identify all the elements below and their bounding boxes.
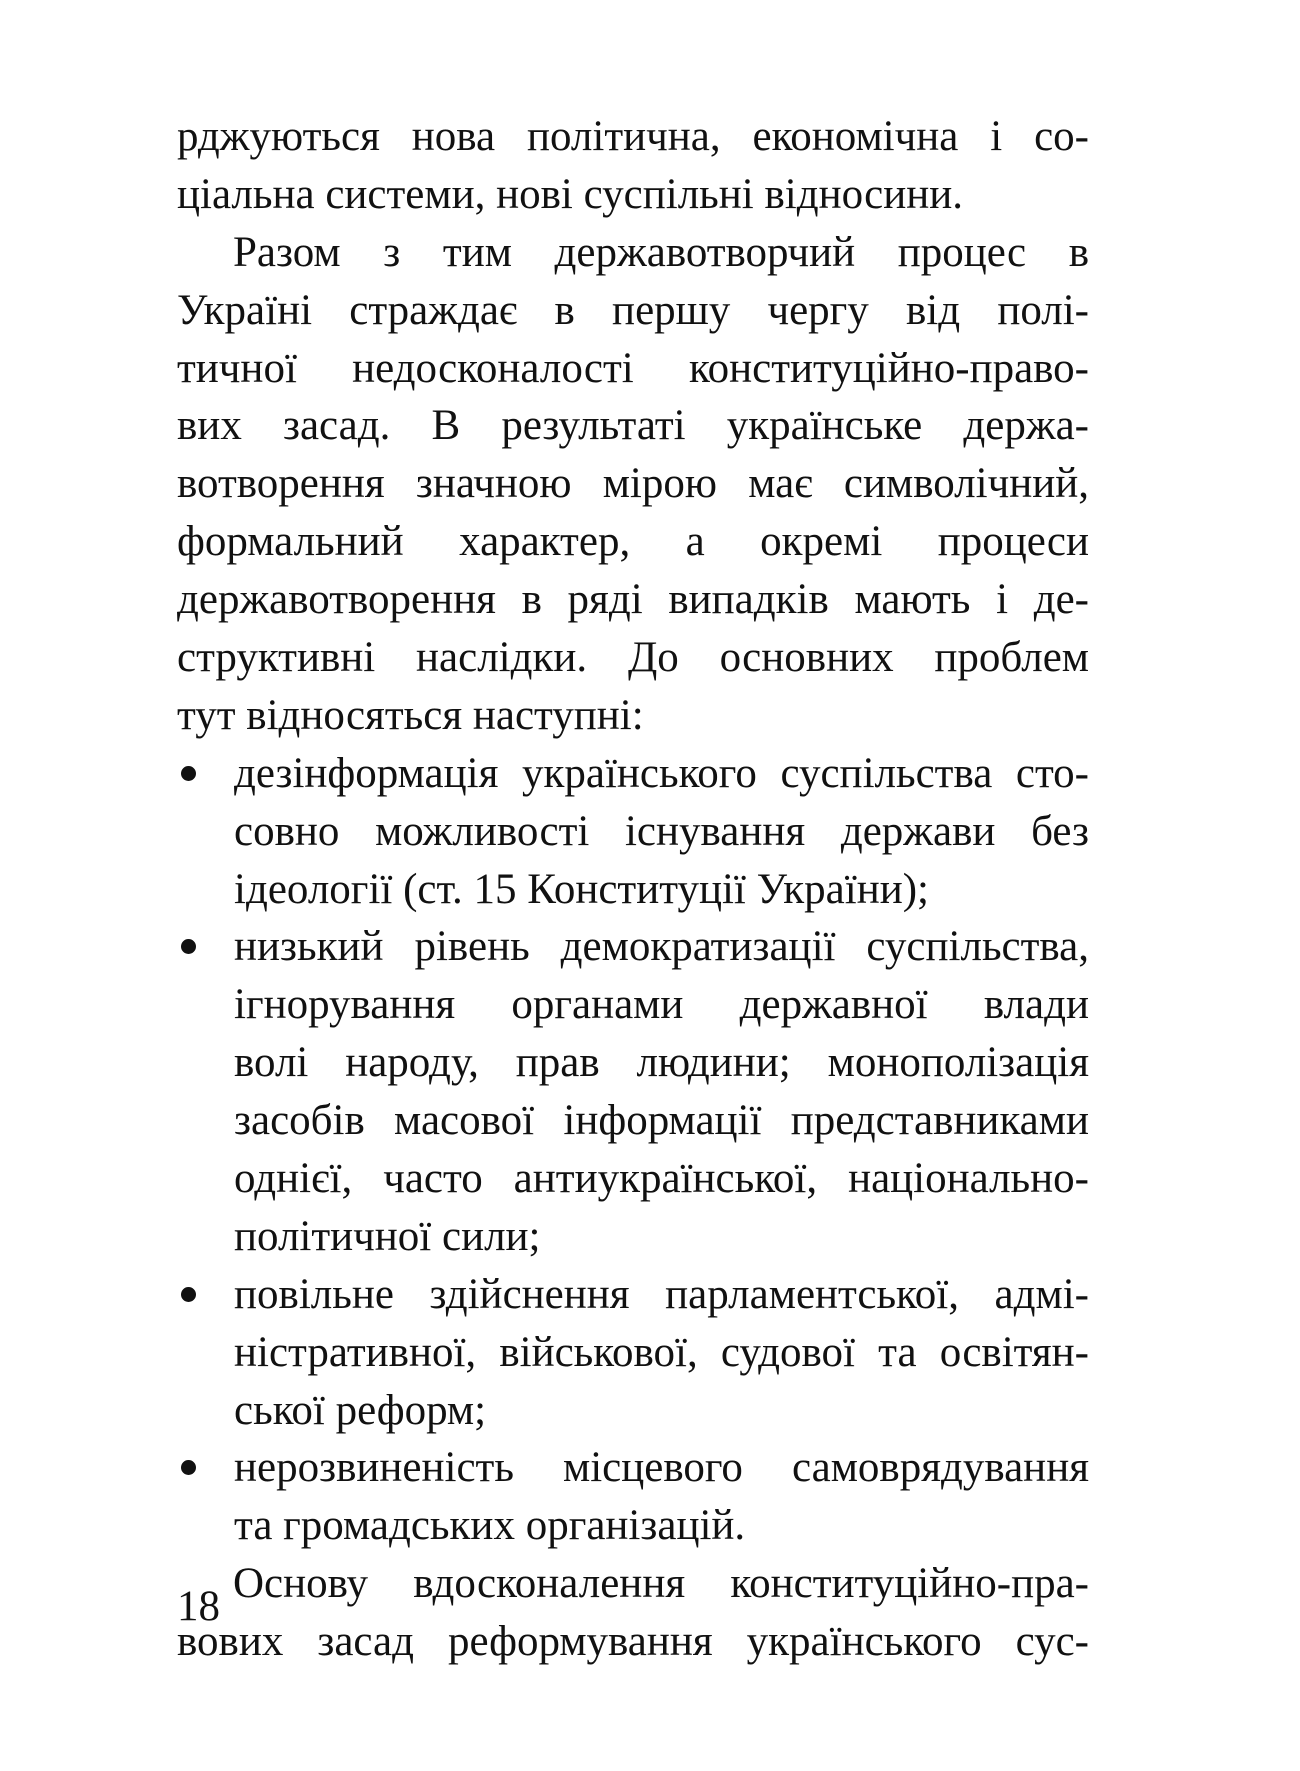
bullet-text: однієї, часто антиукраїнської, національно- <box>234 1155 1089 1203</box>
bullet-icon <box>181 939 196 954</box>
text-line: тичної недосконалості конституційно-право- <box>177 344 1089 392</box>
bullet-text: ської реформ; <box>234 1386 487 1434</box>
bullet-text: дезінформація українського суспільства сто- <box>234 749 1089 797</box>
page-number: 18 <box>177 1583 220 1630</box>
bullet-item-line <box>177 745 1089 803</box>
text-line: вових засад реформування українського сус- <box>177 1618 1089 1666</box>
bullet-continuation-line <box>177 1382 1089 1440</box>
bullet-text: повільне здійснення парламентської, адмі- <box>234 1270 1089 1318</box>
text-line: Україні страждає в першу чергу від полі- <box>177 286 1089 334</box>
text-line: вотворення значною мірою має символічний, <box>177 460 1089 508</box>
body-text <box>177 108 1089 1671</box>
bullet-text: ідеології (ст. 15 Конституції України); <box>234 865 929 913</box>
text-line: тут відносяться наступні: <box>177 691 644 739</box>
bullet-icon <box>181 766 196 781</box>
bullet-text: ністративної, військової, судової та освітян- <box>234 1328 1089 1376</box>
bullet-continuation-line <box>177 1208 1089 1266</box>
bullet-continuation-line <box>177 1092 1089 1150</box>
bullet-item-line <box>177 1266 1089 1324</box>
bullet-text: засобів масової інформації представниками <box>234 1097 1089 1145</box>
text-line: вих засад. В результаті українське держа- <box>177 402 1089 450</box>
text-line: державотворення в ряді випадків мають і де- <box>177 576 1089 624</box>
bullet-continuation-line <box>177 976 1089 1034</box>
text-line: формальний характер, а окремі процеси <box>177 518 1089 566</box>
bullet-text: ігнорування органами державної влади <box>234 981 1089 1029</box>
bullet-item-line <box>177 1439 1089 1497</box>
bullet-icon <box>181 1460 196 1475</box>
bullet-continuation-line <box>177 803 1089 861</box>
bullet-text: волі народу, прав людини; монополізація <box>234 1039 1089 1087</box>
text-line: ціальна системи, нові суспільні відносини. <box>177 170 964 218</box>
bullet-continuation-line <box>177 1497 1089 1555</box>
bullet-continuation-line <box>177 1034 1089 1092</box>
bullet-text: нерозвиненість місцевого самоврядування <box>234 1444 1089 1492</box>
bullet-text: низький рівень демократизації суспільства, <box>234 923 1089 971</box>
bullet-continuation-line <box>177 1324 1089 1382</box>
bullet-text: політичної сили; <box>234 1212 541 1260</box>
text-line: структивні наслідки. До основних проблем <box>177 634 1089 682</box>
bullet-text: совно можливості існування держави без <box>234 807 1089 855</box>
text-line: рджуються нова політична, економічна і со- <box>177 113 1089 160</box>
paragraph-start-line: Разом з тим державотворчий процес в <box>233 228 1089 276</box>
paragraph-start-line: Основу вдосконалення конституційно-пра- <box>233 1560 1089 1608</box>
bullet-continuation-line <box>177 861 1089 919</box>
bullet-text: та громадських організацій. <box>234 1502 746 1550</box>
bullet-icon <box>181 1287 196 1302</box>
bullet-continuation-line <box>177 1150 1089 1208</box>
bullet-item-line <box>177 918 1089 976</box>
